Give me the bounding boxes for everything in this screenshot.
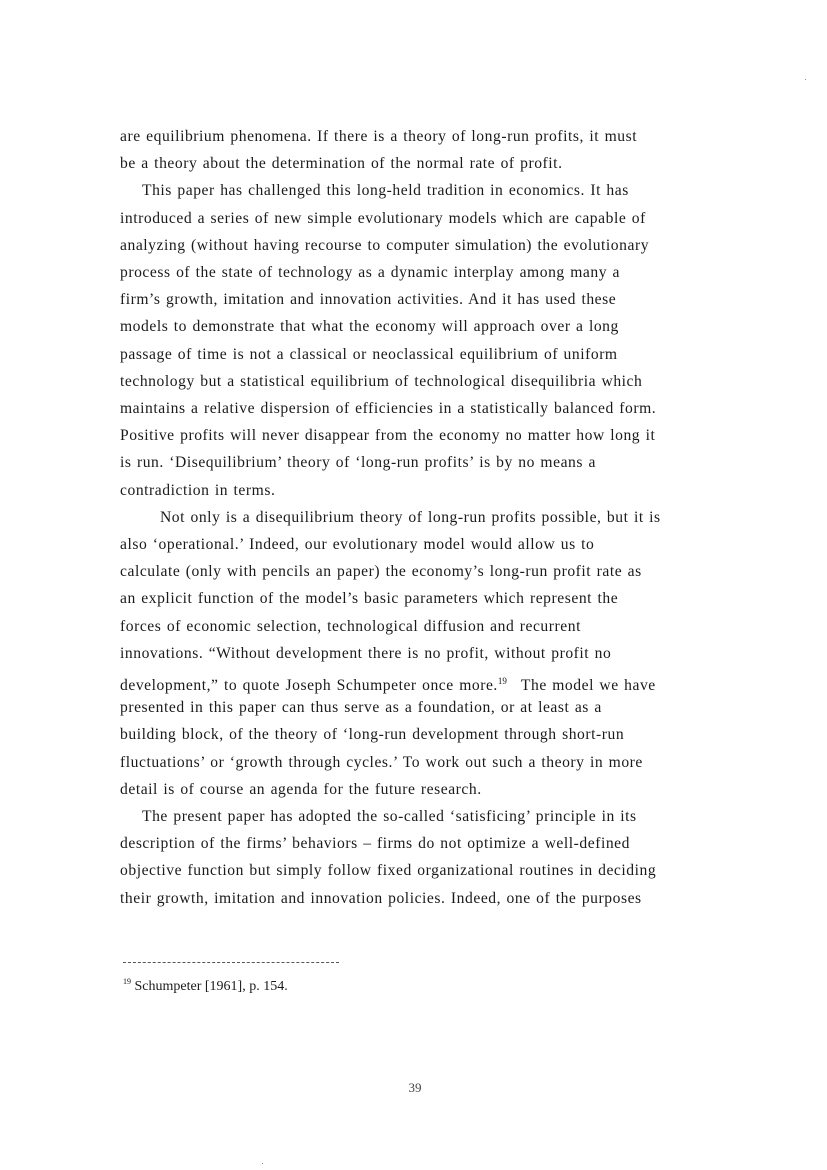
text-line (120, 777, 482, 803)
text-line-content: be a theory about the determination of the normal rate of profit. (120, 155, 563, 173)
text-line (120, 750, 643, 776)
text-line-content: passage of time is not a classical or neoclassical equilibrium of uniform (120, 345, 618, 363)
text-line (120, 206, 646, 232)
text-line (120, 886, 642, 912)
text-line-content: firm’s growth, imitation and innovation activities. And it has used these (120, 291, 617, 309)
text-line (120, 423, 655, 449)
footnote (123, 970, 288, 994)
text-line-content: The present paper has adopted the so-called ‘satisficing’ principle in its (142, 808, 637, 825)
text-line-content: are equilibrium phenomena. If there is a theory of long-run profits, it must (120, 128, 638, 145)
text-line-content: Positive profits will never disappear from the economy no matter how long it (120, 427, 656, 445)
text-line (120, 369, 642, 395)
text-line-content: building block, of the theory of ‘long-run development through short-run (120, 726, 625, 744)
footnote-number: 19 (123, 977, 131, 986)
text-line-content: maintains a relative dispersion of efficiencies in a statistically balanced form. (120, 400, 657, 417)
text-line (120, 559, 642, 585)
text-line (120, 260, 620, 286)
text-line-content: also ‘operational.’ Indeed, our evolutionary model would allow us to (120, 536, 595, 553)
text-line (120, 831, 630, 857)
text-line (142, 178, 629, 204)
text-line-content: Not only is a disequilibrium theory of long-run profits possible, but it is (160, 508, 661, 526)
text-line-content: presented in this paper can thus serve as a foundation, or at least as a (120, 699, 602, 717)
text-line (120, 124, 637, 150)
text-line (120, 314, 619, 340)
text-line (120, 151, 563, 177)
text-line-content: process of the state of technology as a dynamic interplay among many a (120, 264, 620, 281)
text-line (120, 342, 618, 368)
text-line-content: forces of economic selection, technological diffusion and recurrent (120, 617, 581, 635)
text-line-content: This paper has challenged this long-held tradition in economics. It has (142, 182, 629, 200)
text-line (120, 532, 594, 558)
footnote-text: Schumpeter [1961], p. 154. (134, 979, 288, 994)
scan-speck (805, 79, 806, 80)
text-line (120, 396, 656, 422)
scan-speck (262, 1163, 263, 1164)
text-line (120, 641, 611, 667)
footnote-rule (123, 962, 339, 963)
text-line-content: introduced a series of new simple evolutionary models which are capable of (120, 209, 646, 227)
text-line-content: development,” to quote Joseph Schumpeter once more. (120, 677, 498, 694)
text-line (160, 505, 661, 531)
text-line-content: innovations. “Without development there is no profit, without profit no (120, 644, 612, 662)
text-line (120, 287, 616, 313)
text-line-content: an explicit function of the model’s basic parameters which represent the (120, 590, 619, 608)
text-line (120, 722, 624, 748)
text-line-content: is run. ‘Disequilibrium’ theory of ‘long-run profits’ is by no means a (120, 454, 596, 472)
text-line (120, 668, 656, 694)
text-line-content: technology but a statistical equilibrium of technological disequilibria which (120, 372, 643, 390)
text-line (120, 586, 618, 612)
text-line-content: analyzing (without having recourse to computer simulation) the evolutionary (120, 236, 650, 254)
text-line (120, 614, 581, 640)
text-line-content: calculate (only with pencils an paper) the economy’s long-run profit rate as (120, 563, 642, 581)
text-line-content: objective function but simply follow fixed organizational routines in deciding (120, 862, 657, 880)
text-line-content: contradiction in terms. (120, 481, 276, 499)
text-line (120, 450, 596, 476)
text-line-content: description of the firms’ behaviors – firms do not optimize a well-defined (120, 835, 631, 853)
text-line (120, 233, 649, 259)
text-line (120, 478, 275, 504)
text-line-tail: The model we have (520, 677, 656, 694)
text-line-content: models to demonstrate that what the economy will approach over a long (120, 318, 619, 336)
text-line (120, 858, 656, 884)
text-line-content: their growth, imitation and innovation policies. Indeed, one of the purposes (120, 889, 642, 907)
text-line-content: fluctuations’ or ‘growth through cycles.’ To work out such a theory in more (120, 753, 643, 771)
page-number: 39 (408, 1080, 422, 1095)
text-line (142, 804, 637, 830)
footnote-reference: 19 (497, 676, 507, 686)
text-line-content: detail is of course an agenda for the future research. (120, 780, 482, 798)
text-line (120, 695, 602, 721)
